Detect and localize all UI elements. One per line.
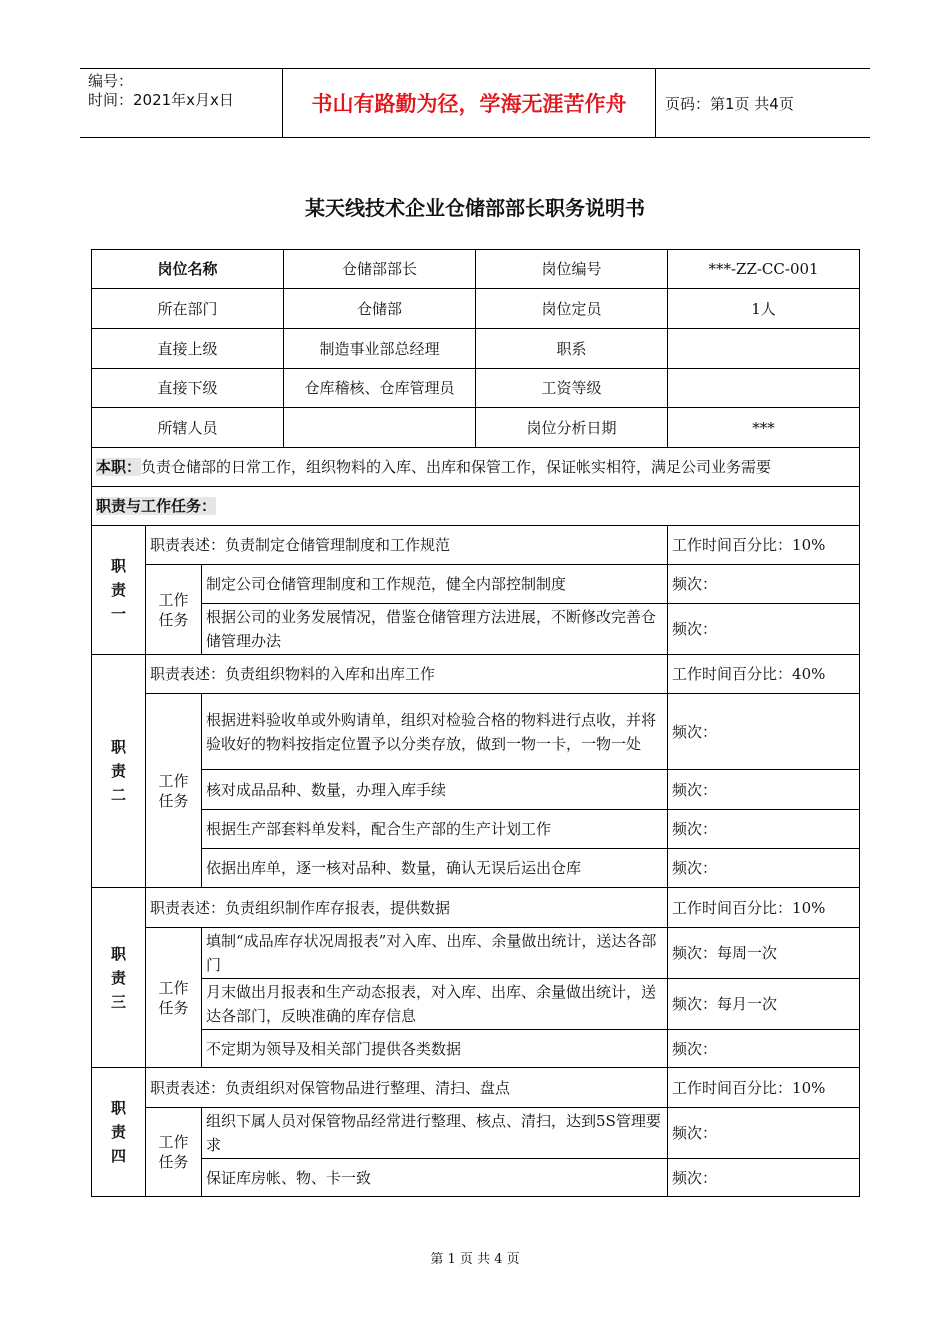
- duty-summary-row: [92, 448, 860, 487]
- duty-2-task-4-freq: 频次：: [668, 849, 860, 888]
- header-page-info: 页码：第1页 共4页: [665, 94, 794, 113]
- duty-2-desc: 职责表述：负责组织物料的入库和出库工作: [146, 655, 668, 694]
- series: [668, 329, 860, 369]
- info-row: [92, 289, 860, 329]
- duty-4-task-2: 保证库房帐、物、卡一致: [202, 1159, 668, 1197]
- duty-4-label: 职 责 四: [92, 1068, 146, 1197]
- header-meta: [80, 69, 283, 137]
- series-label: 职系: [476, 329, 668, 369]
- duty-1-task-2-freq: 频次：: [668, 604, 860, 655]
- duty-4-desc: 职责表述：负责组织对保管物品进行整理、清扫、盘点: [146, 1068, 668, 1108]
- work-tasks-label: 工作 任务: [146, 928, 202, 1068]
- duty-1-desc: 职责表述：负责制定仓储管理制度和工作规范: [146, 526, 668, 565]
- duty-3-desc: 职责表述：负责组织制作库存报表，提供数据: [146, 888, 668, 928]
- tasks-heading-cell: [92, 487, 860, 526]
- info-row: [92, 369, 860, 408]
- dept-label: 所在部门: [92, 289, 284, 329]
- duty-3-task-row: [92, 979, 860, 1030]
- duty-3-pct: 工作时间百分比：10%: [668, 888, 860, 928]
- duty-2-task-4: 依据出库单，逐一核对品种、数量，确认无误后运出仓库: [202, 849, 668, 888]
- position-name: 仓储部部长: [284, 250, 476, 289]
- work-tasks-label: 工作 任务: [146, 565, 202, 655]
- subordinate: 仓库稽核、仓库管理员: [284, 369, 476, 408]
- duty-3-task-3: 不定期为领导及相关部门提供各类数据: [202, 1030, 668, 1068]
- duty-2-task-row: [92, 849, 860, 888]
- duty-2-task-1: 根据进料验收单或外购请单，组织对检验合格的物料进行点收，并将验收好的物料按指定位置予以分类存放，做到一物一卡，一物一处: [202, 694, 668, 770]
- subordinate-label: 直接下级: [92, 369, 284, 408]
- duty-2-task-row: [92, 810, 860, 849]
- job-description-table: [91, 249, 860, 1197]
- position-code-label: 岗位编号: [476, 250, 668, 289]
- tasks-heading: 职责与工作任务：: [96, 497, 217, 515]
- duty-1-task-row: [92, 604, 860, 655]
- duty-2-task-row: [92, 694, 860, 770]
- duty-2-task-2-freq: 频次：: [668, 770, 860, 810]
- duty-3-task-2: 月末做出月报表和生产动态报表，对入库、出库、余量做出统计，送达各部门，反映准确的库存信息: [202, 979, 668, 1030]
- info-row: [92, 329, 860, 369]
- page-footer: 第 1 页 共 4 页: [430, 1252, 520, 1267]
- duty-1-task-2: 根据公司的业务发展情况，借鉴仓储管理方法进展，不断修改完善仓储管理办法: [202, 604, 668, 655]
- duty-summary: [92, 448, 860, 487]
- superior: 制造事业部总经理: [284, 329, 476, 369]
- header-motto: 书山有路勤为径，学海无涯苦作舟: [283, 69, 656, 137]
- duty-3-task-2-freq: 频次：每月一次: [668, 979, 860, 1030]
- analysis-date-label: 岗位分析日期: [476, 408, 668, 448]
- duty-2-task-3: 根据生产部套料单发料，配合生产部的生产计划工作: [202, 810, 668, 849]
- duty-4-pct: 工作时间百分比：10%: [668, 1068, 860, 1108]
- duty-2-desc-row: [92, 655, 860, 694]
- dept: 仓储部: [284, 289, 476, 329]
- duty-2-pct: 工作时间百分比：40%: [668, 655, 860, 694]
- tasks-heading-row: [92, 487, 860, 526]
- duty-3-task-1: 填制“成品库存状况周报表”对入库、出库、余量做出统计，送达各部门: [202, 928, 668, 979]
- duty-3-desc-row: [92, 888, 860, 928]
- duty-2-label: 职 责 二: [92, 655, 146, 888]
- duty-text: 负责仓储部的日常工作，组织物料的入库、出库和保管工作，保证帐实相符，满足公司业务需要: [141, 458, 772, 476]
- superior-label: 直接上级: [92, 329, 284, 369]
- duty-3-task-row: [92, 1030, 860, 1068]
- duty-1-task-1-freq: 频次：: [668, 565, 860, 604]
- info-row: [92, 408, 860, 448]
- duty-4-task-row: [92, 1108, 860, 1159]
- duty-2-task-2: 核对成品品种、数量，办理入库手续: [202, 770, 668, 810]
- info-row: [92, 250, 860, 289]
- staff-label: 所辖人员: [92, 408, 284, 448]
- header-number: 编号：: [88, 72, 134, 90]
- duty-4-task-2-freq: 频次：: [668, 1159, 860, 1197]
- duty-4-task-1-freq: 频次：: [668, 1108, 860, 1159]
- analysis-date: ***: [668, 408, 860, 448]
- duty-2-task-row: [92, 770, 860, 810]
- page-header: [80, 68, 870, 138]
- grade: [668, 369, 860, 408]
- document-title: 某天线技术企业仓储部部长职务说明书: [305, 196, 645, 220]
- duty-4-desc-row: [92, 1068, 860, 1108]
- header-time: 时间：2021年x月x日: [88, 91, 234, 109]
- duty-3-task-row: [92, 928, 860, 979]
- position-code: ***-ZZ-CC-001: [668, 250, 860, 289]
- position-name-label: 岗位名称: [92, 250, 284, 289]
- work-tasks-label: 工作 任务: [146, 694, 202, 888]
- duty-2-task-1-freq: 频次：: [668, 694, 860, 770]
- duty-3-label: 职 责 三: [92, 888, 146, 1068]
- duty-3-task-1-freq: 频次：每周一次: [668, 928, 860, 979]
- work-tasks-label: 工作 任务: [146, 1108, 202, 1197]
- headcount: 1人: [668, 289, 860, 329]
- duty-1-task-1: 制定公司仓储管理制度和工作规范，健全内部控制制度: [202, 565, 668, 604]
- duty-4-task-row: [92, 1159, 860, 1197]
- grade-label: 工资等级: [476, 369, 668, 408]
- duty-1-pct: 工作时间百分比：10%: [668, 526, 860, 565]
- staff: [284, 408, 476, 448]
- duty-1-task-row: [92, 565, 860, 604]
- duty-3-task-3-freq: 频次：: [668, 1030, 860, 1068]
- duty-1-label: 职 责 一: [92, 526, 146, 655]
- duty-4-task-1: 组织下属人员对保管物品经常进行整理、核点、清扫，达到5S管理要求: [202, 1108, 668, 1159]
- duty-2-task-3-freq: 频次：: [668, 810, 860, 849]
- duty-label: 本职：: [96, 458, 142, 476]
- headcount-label: 岗位定员: [476, 289, 668, 329]
- duty-1-desc-row: [92, 526, 860, 565]
